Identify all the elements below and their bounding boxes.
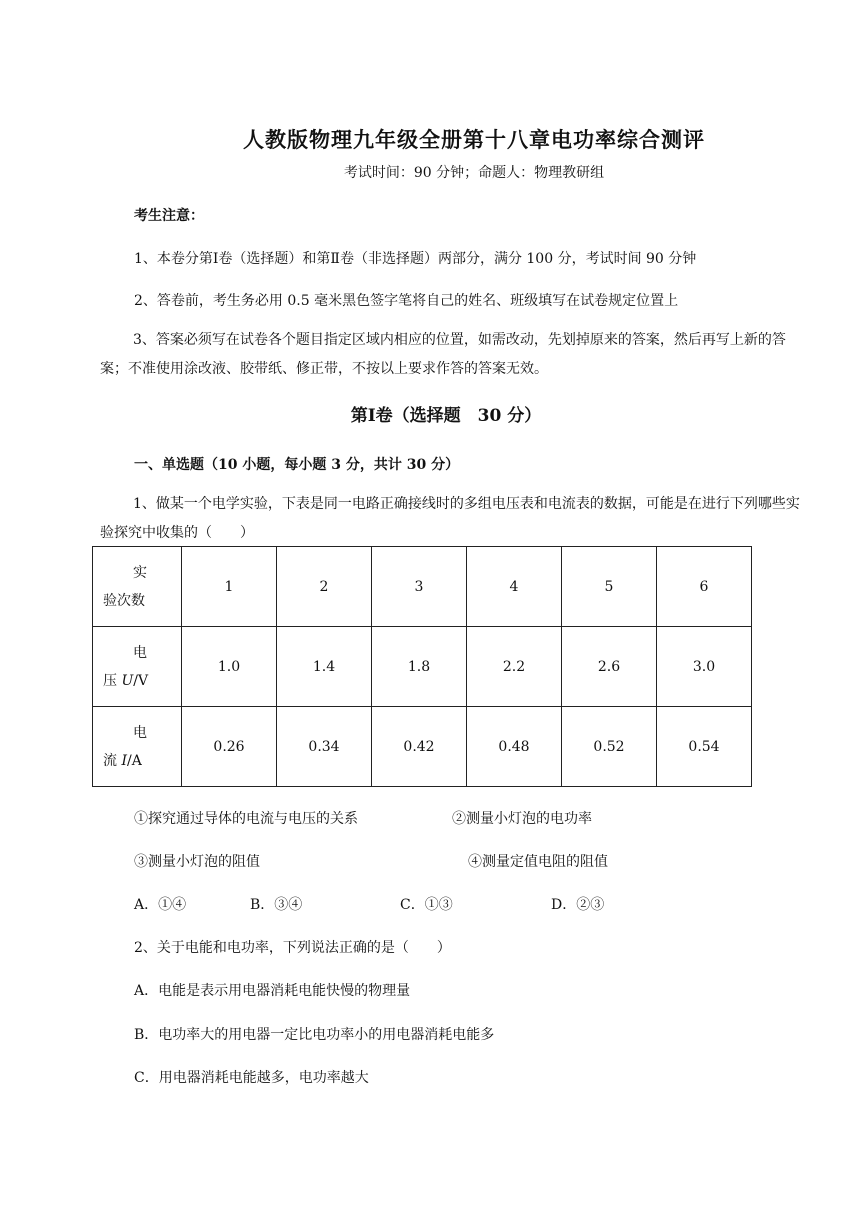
table-cell: 1.8 [372, 627, 467, 707]
table-cell: 5 [562, 547, 657, 627]
table-cell: 0.52 [562, 707, 657, 787]
table-cell: 2.2 [467, 627, 562, 707]
page-title: 人教版物理九年级全册第十八章电功率综合测评 [243, 127, 705, 152]
section-title: 第Ⅰ卷（选择题 30 分） [350, 406, 542, 426]
table-cell: 6 [657, 547, 752, 627]
table-cell: 0.54 [657, 707, 752, 787]
statement-4: ④测量定值电阻的阻值 [468, 854, 608, 870]
notice-item-1: 1、本卷分第Ⅰ卷（选择题）和第Ⅱ卷（非选择题）两部分，满分 100 分，考试时间 90 分钟 [134, 251, 697, 267]
table-row-trials [93, 547, 752, 627]
table-row-current [93, 707, 752, 787]
table-cell: 2.6 [562, 627, 657, 707]
q1-choice-d: D．②③ [551, 897, 605, 913]
notice-heading: 考生注意： [134, 208, 204, 224]
q2-choice-a: A．电能是表示用电器消耗电能快慢的物理量 [134, 983, 411, 999]
q1-choice-a: A．①④ [134, 897, 187, 913]
statement-2: ②测量小灯泡的电功率 [452, 811, 592, 827]
question-1-stem: 1、做某一个电学实验，下表是同一电路正确接线时的多组电压表和电流表的数据，可能是在进行下列哪些实验探究中收集的（ ） [100, 496, 800, 541]
table-cell: 0.48 [467, 707, 562, 787]
statement-1: ①探究通过导体的电流与电压的关系 [134, 811, 358, 827]
data-table [92, 546, 752, 787]
row-header-voltage: 电 压 U/V [93, 627, 182, 707]
table-cell: 4 [467, 547, 562, 627]
table-row-voltage [93, 627, 752, 707]
q2-choice-c: C．用电器消耗电能越多，电功率越大 [134, 1070, 369, 1086]
table-cell: 1.4 [277, 627, 372, 707]
page-subtitle: 考试时间：90 分钟；命题人：物理教研组 [343, 165, 605, 181]
notice-item-2: 2、答卷前，考生务必用 0.5 毫米黑色签字笔将自己的姓名、班级填写在试卷规定位置上 [134, 293, 679, 309]
table-cell: 0.26 [182, 707, 277, 787]
table-cell: 1 [182, 547, 277, 627]
table-cell: 3 [372, 547, 467, 627]
table-cell: 3.0 [657, 627, 752, 707]
table-cell: 2 [277, 547, 372, 627]
statement-3: ③测量小灯泡的阻值 [134, 854, 260, 870]
question-2-stem: 2、关于电能和电功率，下列说法正确的是（ ） [134, 940, 451, 956]
q1-choice-b: B．③④ [250, 897, 303, 913]
table-cell: 0.42 [372, 707, 467, 787]
q1-choice-c: C．①③ [400, 897, 453, 913]
row-header-current: 电 流 I/A [93, 707, 182, 787]
part-heading: 一、单选题（10 小题，每小题 3 分，共计 30 分） [134, 457, 460, 473]
table-cell: 0.34 [277, 707, 372, 787]
notice-item-3: 3、答案必须写在试卷各个题目指定区域内相应的位置，如需改动，先划掉原来的答案，然后再写上新的答案；不准使用涂改液、胶带纸、修正带，不按以上要求作答的答案无效。 [100, 332, 786, 377]
row-header-trials: 实 验次数 [93, 547, 182, 627]
q2-choice-b: B．电功率大的用电器一定比电功率小的用电器消耗电能多 [134, 1027, 495, 1043]
table-cell: 1.0 [182, 627, 277, 707]
